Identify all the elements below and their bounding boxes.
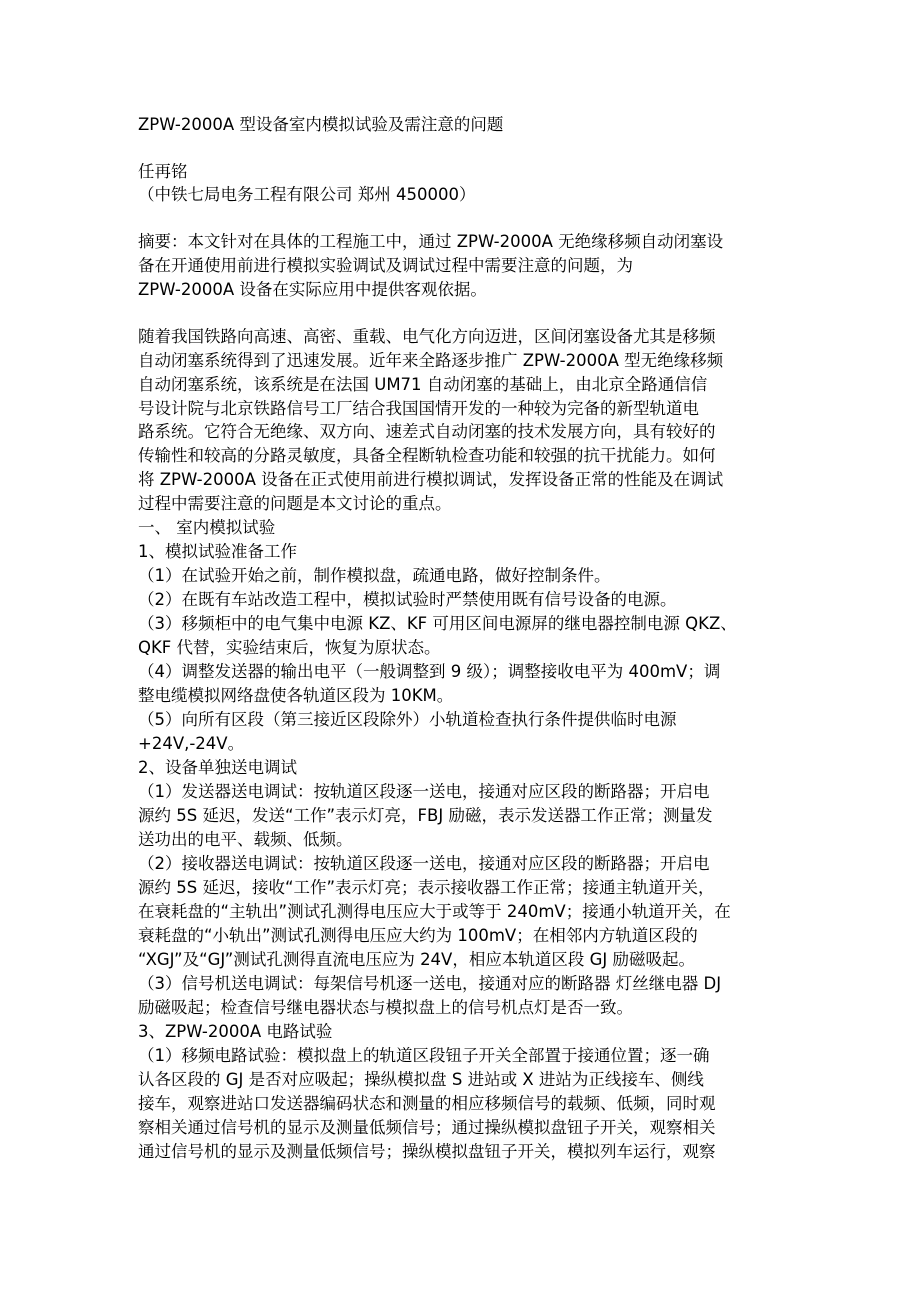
abstract-line: 摘要：本文针对在具体的工程施工中，通过 ZPW-2000A 无绝缘移频自动闭塞设 bbox=[138, 232, 724, 251]
body-line: 源约 5S 延迟，接收“工作”表示灯亮；表示接收器工作正常；接通主轨道开关， bbox=[138, 878, 715, 897]
body-line: （3）移频柜中的电气集中电源 KZ、KF 可用区间电源屏的继电器控制电源 QKZ、 bbox=[138, 614, 737, 633]
body-line: （5）向所有区段（第三接近区段除外）小轨道检查执行条件提供临时电源 bbox=[138, 710, 677, 729]
intro-line: 随着我国铁路向高速、高密、重载、电气化方向迈进，区间闭塞设备尤其是移频 bbox=[138, 327, 716, 346]
body-line: “XGJ”及“GJ”测试孔测得直流电压应为 24V，相应本轨道区段 GJ 励磁吸起。 bbox=[138, 950, 695, 969]
body-line: 认各区段的 GJ 是否对应吸起；操纵模拟盘 S 进站或 X 进站为正线接车、侧线 bbox=[138, 1070, 704, 1089]
body-line: （1）移频电路试验：模拟盘上的轨道区段钮子开关全部置于接通位置；逐一确 bbox=[138, 1046, 710, 1065]
section-heading: 一、 室内模拟试验 bbox=[138, 518, 276, 537]
body-line: （1）在试验开始之前，制作模拟盘，疏通电路，做好控制条件。 bbox=[138, 566, 611, 585]
author-affiliation: （中铁七局电务工程有限公司 郑州 450000） bbox=[138, 185, 476, 204]
body-line: 励磁吸起；检查信号继电器状态与模拟盘上的信号机点灯是否一致。 bbox=[138, 998, 633, 1017]
body-line: （1）发送器送电调试：按轨道区段逐一送电，接通对应区段的断路器；开启电 bbox=[138, 782, 710, 801]
body-line: （4）调整发送器的输出电平（一般调整到 9 级）；调整接收电平为 400mV；调 bbox=[138, 662, 721, 681]
body-line: 源约 5S 延迟，发送“工作”表示灯亮，FBJ 励磁，表示发送器工作正常；测量发 bbox=[138, 806, 713, 825]
body-line: 察相关通过信号机的显示及测量低频信号；通过操纵模拟盘钮子开关，观察相关 bbox=[138, 1118, 716, 1137]
abstract-line: 备在开通使用前进行模拟实验调试及调试过程中需要注意的问题，为 bbox=[138, 256, 633, 275]
subsection-heading: 2、设备单独送电调试 bbox=[138, 758, 297, 777]
body-line: 接车，观察进站口发送器编码状态和测量的相应移频信号的载频、低频，同时观 bbox=[138, 1094, 716, 1113]
intro-line: 自动闭塞系统得到了迅速发展。近年来全路逐步推广 ZPW-2000A 型无绝缘移频 bbox=[138, 351, 724, 370]
body-line: 整电缆模拟网络盘使各轨道区段为 10KM。 bbox=[138, 686, 454, 705]
body-line: 送功出的电平、载频、低频。 bbox=[138, 830, 353, 849]
intro-line: 自动闭塞系统，该系统是在法国 UM71 自动闭塞的基础上，由北京全路通信信 bbox=[138, 375, 708, 394]
intro-line: 将 ZPW-2000A 设备在正式使用前进行模拟调试，发挥设备正常的性能及在调试 bbox=[138, 470, 724, 489]
body-line: +24V,-24V。 bbox=[138, 734, 245, 753]
body-line: （3）信号机送电调试：每架信号机逐一送电，接通对应的断路器 灯丝继电器 DJ bbox=[138, 974, 722, 993]
body-line: （2）接收器送电调试：按轨道区段逐一送电，接通对应区段的断路器；开启电 bbox=[138, 854, 710, 873]
subsection-heading: 1、模拟试验准备工作 bbox=[138, 542, 297, 561]
intro-line: 过程中需要注意的问题是本文讨论的重点。 bbox=[138, 494, 452, 513]
body-line: 通过信号机的显示及测量低频信号；操纵模拟盘钮子开关，模拟列车运行，观察 bbox=[138, 1142, 716, 1161]
intro-line: 号设计院与北京铁路信号工厂结合我国国情开发的一种较为完备的新型轨道电 bbox=[138, 399, 699, 418]
document-title: ZPW-2000A 型设备室内模拟试验及需注意的问题 bbox=[138, 115, 504, 134]
body-line: 衰耗盘的“小轨出”测试孔测得电压应大约为 100mV；在相邻内方轨道区段的 bbox=[138, 926, 698, 945]
intro-line: 路系统。它符合无绝缘、双方向、速差式自动闭塞的技术发展方向，具有较好的 bbox=[138, 422, 716, 441]
author-name: 任再铭 bbox=[138, 162, 188, 181]
body-line: QKF 代替，实验结束后，恢复为原状态。 bbox=[138, 638, 441, 657]
body-line: 在衰耗盘的“主轨出”测试孔测得电压应大于或等于 240mV；接通小轨道开关，在 bbox=[138, 902, 731, 921]
intro-line: 传输性和较高的分路灵敏度，具备全程断轨检查功能和较强的抗干扰能力。如何 bbox=[138, 446, 716, 465]
subsection-heading: 3、ZPW-2000A 电路试验 bbox=[138, 1022, 333, 1041]
abstract-line: ZPW-2000A 设备在实际应用中提供客观依据。 bbox=[138, 280, 487, 299]
body-line: （2）在既有车站改造工程中，模拟试验时严禁使用既有信号设备的电源。 bbox=[138, 590, 677, 609]
